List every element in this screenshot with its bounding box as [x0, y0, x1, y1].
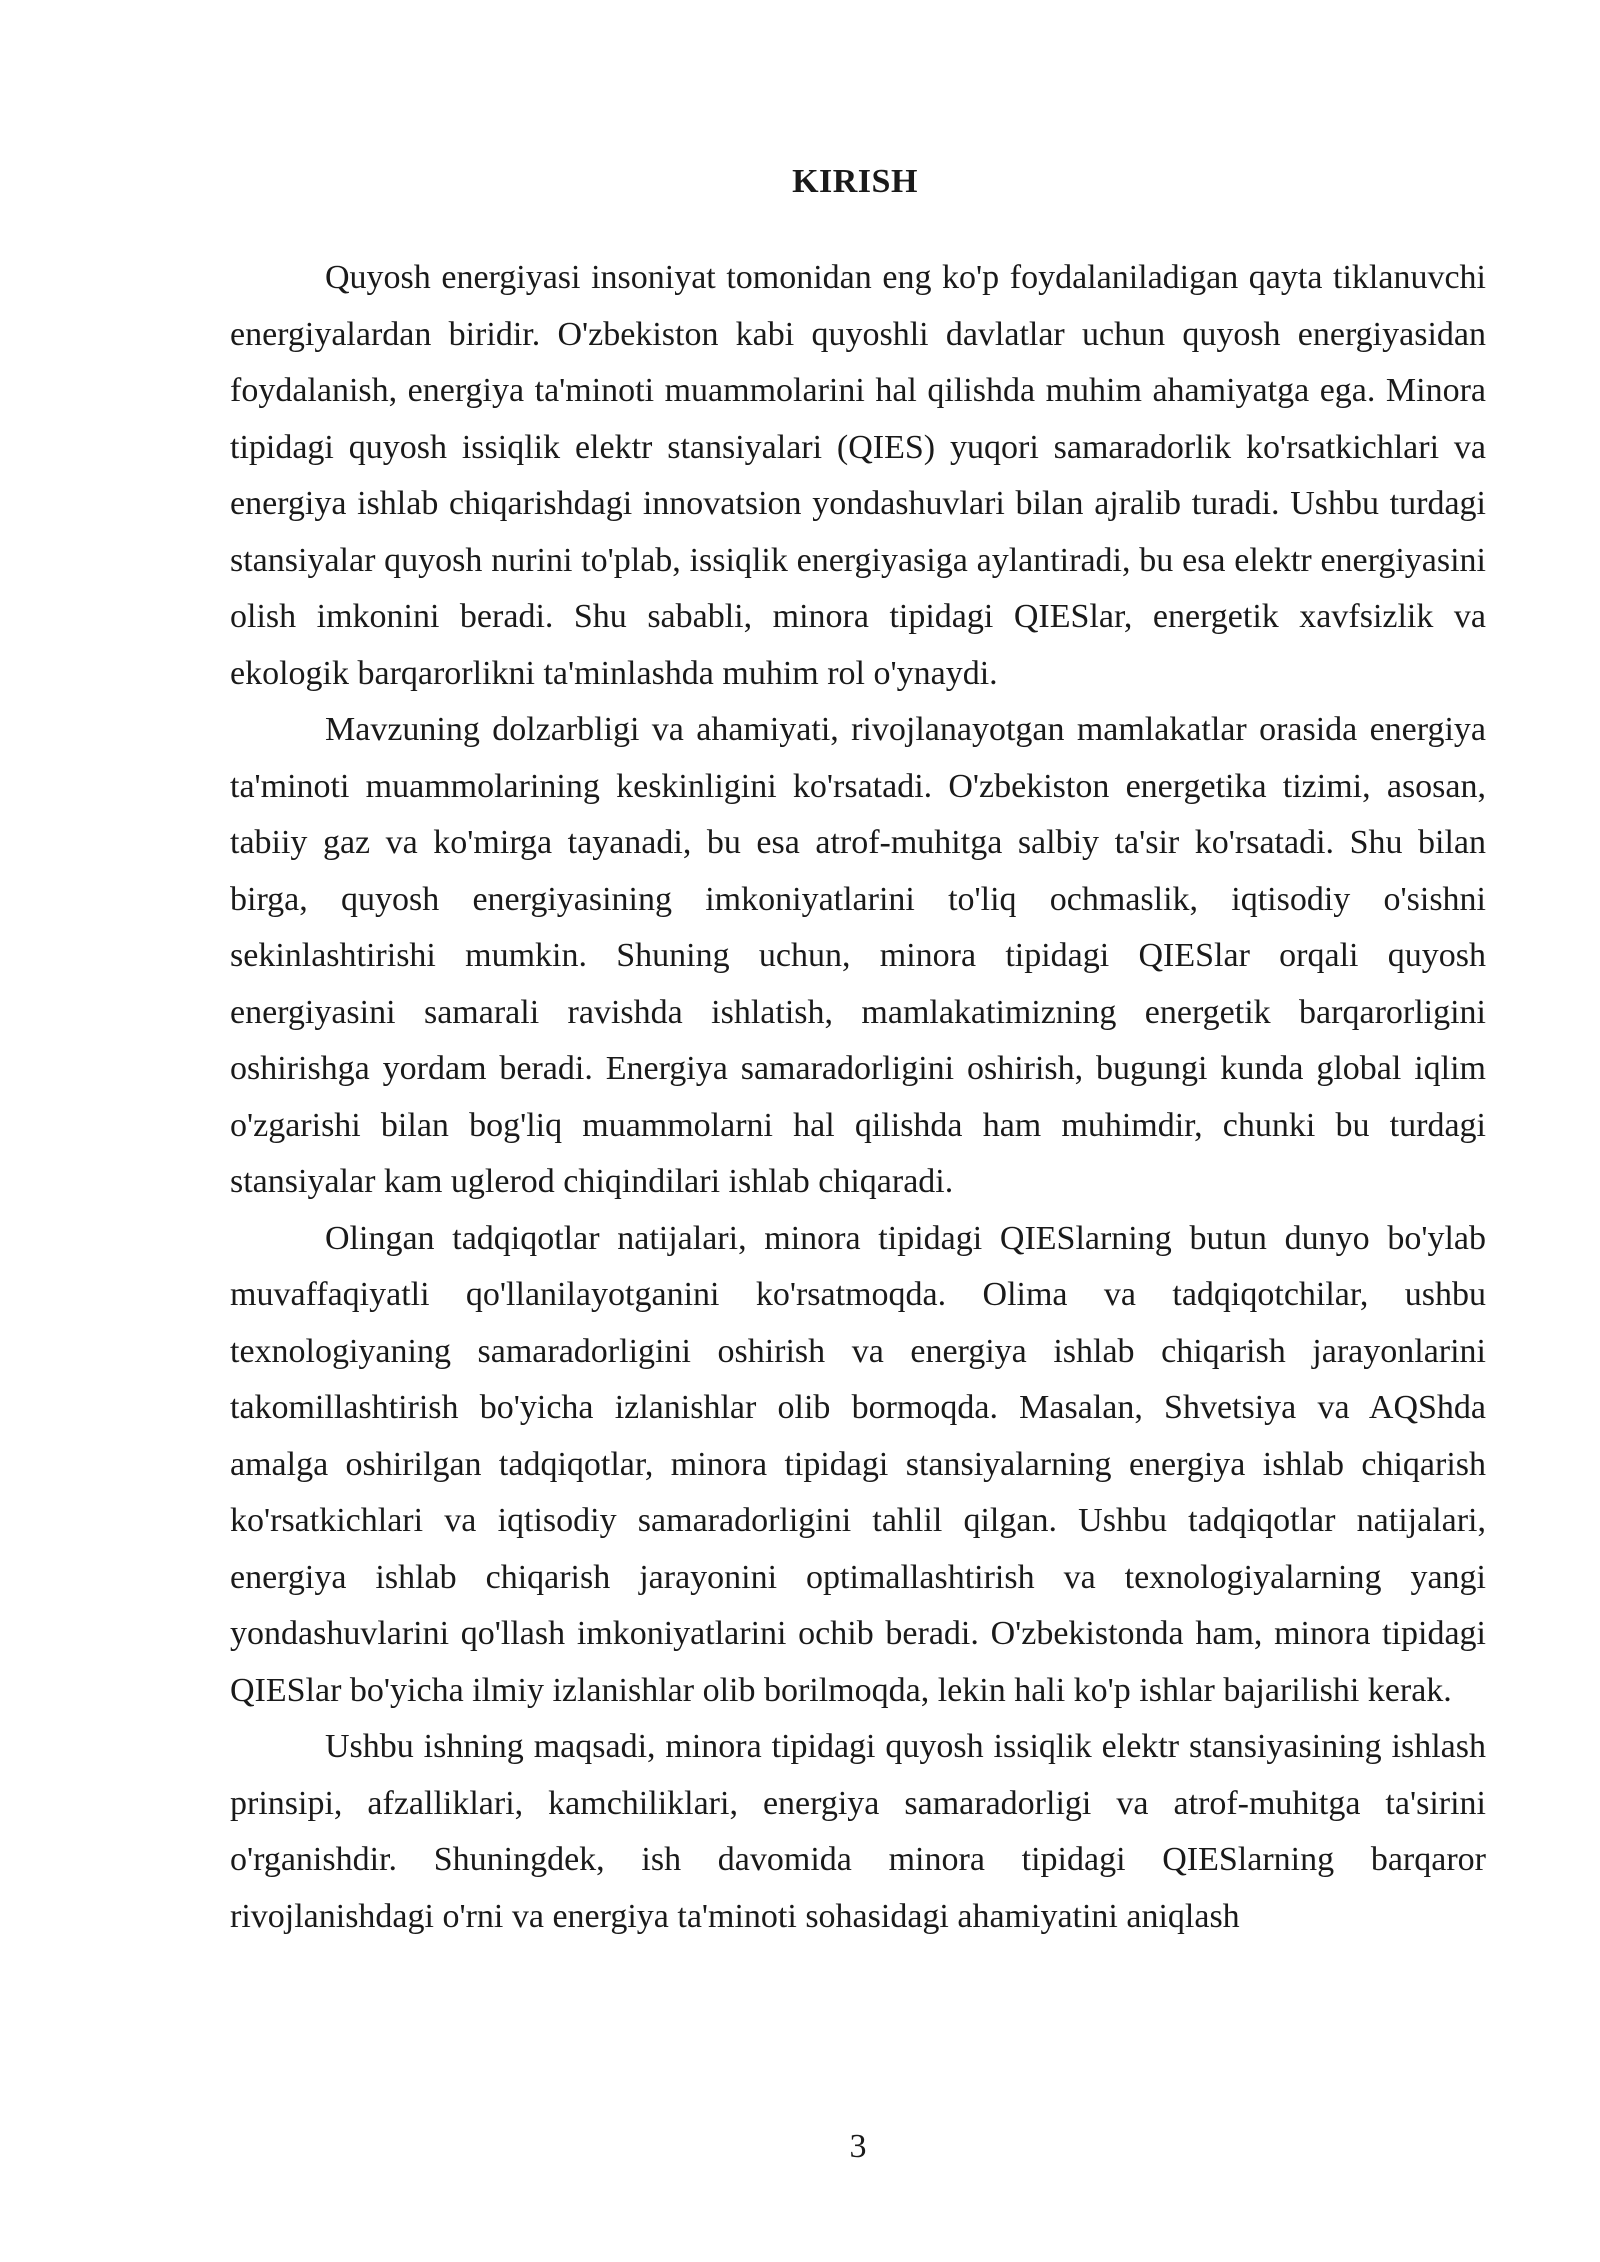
body-text — [230, 250, 1486, 1945]
paragraph-intro: Quyosh energiyasi insoniyat tomonidan eng ko'p foydalaniladigan qayta tiklanuvchi energiyalardan biridir. O'zbekiston kabi quyoshli davlatlar uchun quyosh energiyasidan foydalanish, energiya ta'minoti muammolarini hal qilishda muhim ahamiyatga ega. Minora tipidagi quyosh issiqlik elektr stansiyalari (QIES) yuqori samaradorlik ko'rsatkichlari va energiya ishlab chiqarishdagi innovatsion yondashuvlari bilan ajralib turadi. Ushbu turdagi stansiyalar quyosh nurini to'plab, issiqlik energiyasiga aylantiradi, bu esa elektr energiyasini olish imkonini beradi. Shu sababli, minora tipidagi QIESlar, energetik xavfsizlik va ekologik barqarorlikni ta'minlashda muhim rol o'ynaydi. — [230, 259, 1486, 692]
page-number: 3 — [849, 2128, 867, 2165]
paragraph-research: Olingan tadqiqotlar natijalari, minora tipidagi QIESlarning butun dunyo bo'ylab muvaffaqiyatli qo'llanilayotganini ko'rsatmoqda. Olima va tadqiqotchilar, ushbu texnologiyaning samaradorligini oshirish va energiya ishlab chiqarish jarayonlarini takomillashtirish bo'yicha izlanishlar olib bormoqda. Masalan, Shvetsiya va AQShda amalga oshirilgan tadqiqotlar, minora tipidagi stansiyalarning energiya ishlab chiqarish ko'rsatkichlari va iqtisodiy samaradorligini tahlil qilgan. Ushbu tadqiqotlar natijalari, energiya ishlab chiqarish jarayonini optimallashtirish va texnologiyalarning yangi yondashuvlarini qo'llash imkoniyatlarini ochib beradi. O'zbekistonda ham, minora tipidagi QIESlar bo'yicha ilmiy izlanishlar olib borilmoqda, lekin hali ko'p ishlar bajarilishi kerak. — [230, 1219, 1486, 1709]
section-title: KIRISH — [792, 163, 918, 200]
paragraph-goal: Ushbu ishning maqsadi, minora tipidagi quyosh issiqlik elektr stansiyasining ishlash prinsipi, afzalliklari, kamchiliklari, energiya samaradorligi va atrof-muhitga ta'sirini o'rganishdir. Shuningdek, ish davomida minora tipidagi QIESlarning barqaror rivojlanishdagi o'rni va energiya ta'minoti sohasidagi ahamiyatini aniqlash — [230, 1728, 1486, 1935]
paragraph-relevance: Mavzuning dolzarbligi va ahamiyati, rivojlanayotgan mamlakatlar orasida energiya ta'minoti muammolarining keskinligini ko'rsatadi. O'zbekiston energetika tizimi, asosan, tabiiy gaz va ko'mirga tayanadi, bu esa atrof-muhitga salbiy ta'sir ko'rsatadi. Shu bilan birga, quyosh energiyasining imkoniyatlarini to'liq ochmaslik, iqtisodiy o'sishni sekinlashtirishi mumkin. Shuning uchun, minora tipidagi QIESlar orqali quyosh energiyasini samarali ravishda ishlatish, mamlakatimizning energetik barqarorligini oshirishga yordam beradi. Energiya samaradorligini oshirish, bugungi kunda global iqlim o'zgarishi bilan bog'liq muammolarni hal qilishda ham muhimdir, chunki bu turdagi stansiyalar kam uglerod chiqindilari ishlab chiqaradi. — [230, 711, 1486, 1200]
